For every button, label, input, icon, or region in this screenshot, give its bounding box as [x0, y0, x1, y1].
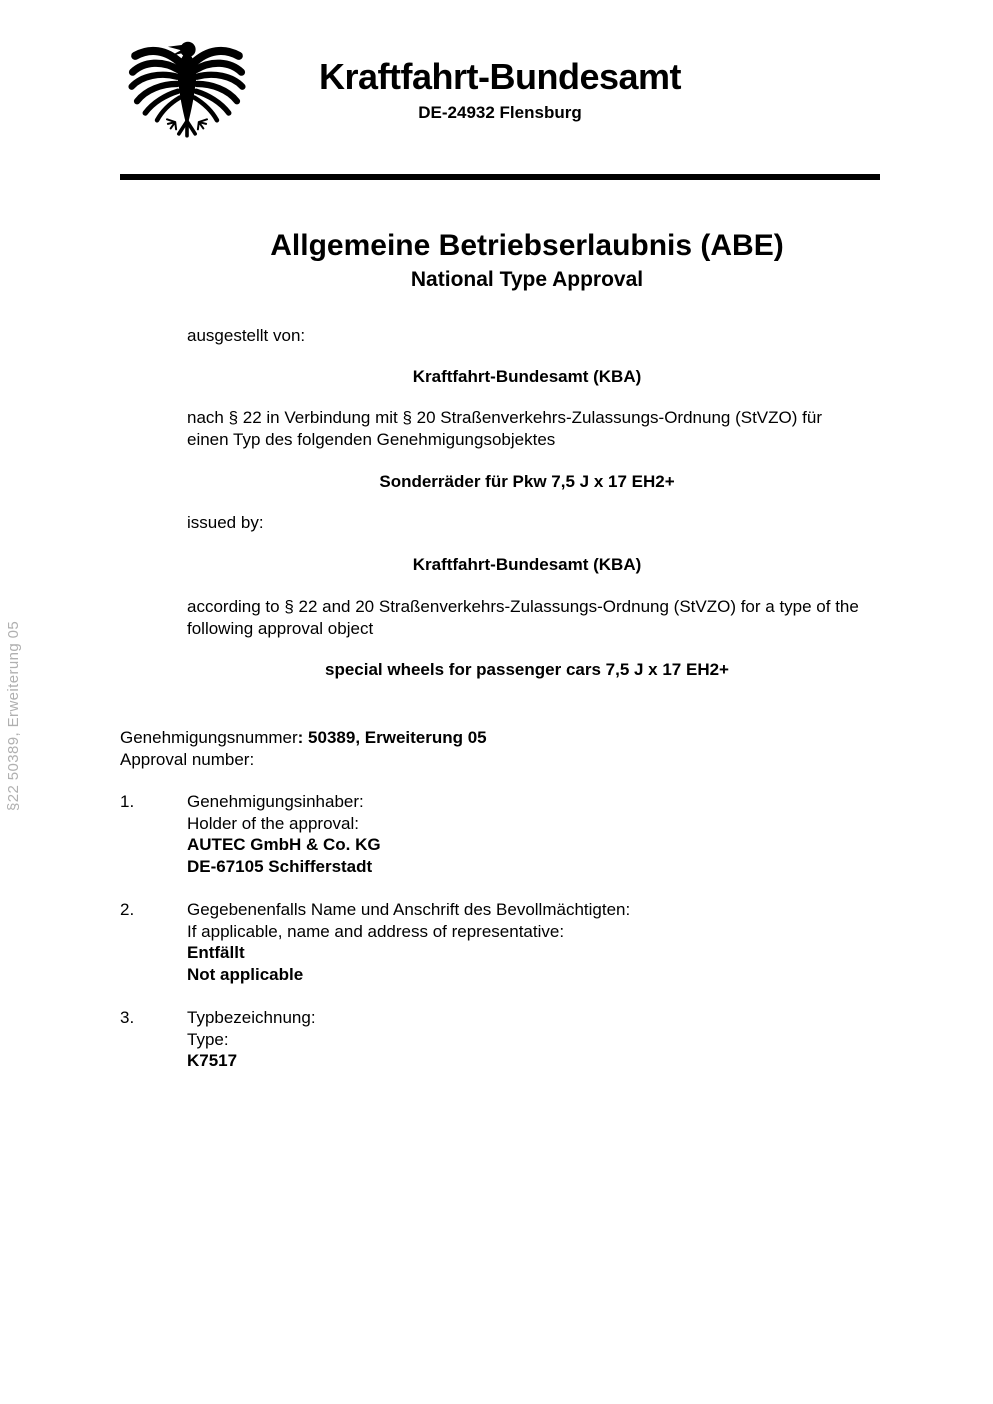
item-body: [187, 1007, 867, 1072]
list-item-type: [120, 1007, 867, 1072]
item-label-de: Gegebenenfalls Name und Anschrift des Bevollmächtigten:: [187, 900, 631, 919]
issuer-en: Kraftfahrt-Bundesamt (KBA): [412, 555, 642, 574]
item-value: DE-67105 Schifferstadt: [187, 857, 373, 877]
approval-number-label-en: Approval number:: [120, 749, 255, 769]
document-title-en: National Type Approval: [410, 268, 644, 291]
approval-object-en: special wheels for passenger cars 7,5 J x 17 EH2+: [325, 660, 729, 679]
item-label-en: If applicable, name and address of representative:: [187, 921, 565, 941]
agency-name: Kraftfahrt-Bundesamt: [318, 56, 682, 97]
item-value: AUTEC GmbH & Co. KG: [187, 835, 381, 855]
item-value: K7517: [187, 1051, 238, 1071]
header-divider: [120, 174, 880, 180]
agency-address: DE-24932 Flensburg: [418, 103, 582, 122]
approval-object-de: Sonderräder für Pkw 7,5 J x 17 EH2+: [379, 472, 675, 491]
item-body: [187, 791, 867, 878]
eagle-tail: [179, 121, 195, 136]
item-label-en: Holder of the approval:: [187, 813, 359, 833]
document-title: [187, 229, 867, 292]
legal-basis-de: nach § 22 in Verbindung mit § 20 Straßenverkehrs-Zulassungs-Ordnung (StVZO) für einen Typ des folgenden Genehmigungsobjektes: [187, 408, 822, 449]
item-value: Entfällt: [187, 943, 245, 963]
item-number: 1.: [120, 792, 135, 811]
eagle-beak: [168, 45, 183, 50]
issued-by-label-de: ausgestellt von:: [187, 326, 306, 345]
letterhead: [120, 56, 880, 123]
item-value: Not applicable: [187, 965, 304, 985]
issued-by-label-en: issued by:: [187, 513, 264, 532]
item-label-en: Type:: [187, 1029, 229, 1049]
item-label-de: Genehmigungsinhaber:: [187, 792, 364, 811]
document-title-de: Allgemeine Betriebserlaubnis (ABE): [270, 229, 784, 262]
approval-number-block: [120, 727, 867, 770]
item-body: [187, 899, 867, 986]
issuer-de: Kraftfahrt-Bundesamt (KBA): [412, 367, 642, 386]
eagle-head: [180, 42, 195, 57]
item-number: 2.: [120, 900, 135, 919]
list-item-representative: [120, 899, 867, 986]
item-number: 3.: [120, 1008, 135, 1027]
list-item-holder: [120, 791, 867, 878]
margin-reference-note: §22 50389, Erweiterung 05: [5, 620, 22, 811]
approval-number-value: : 50389, Erweiterung 05: [297, 728, 487, 747]
approval-number-line: [120, 727, 867, 749]
item-label-de: Typbezeichnung:: [187, 1008, 316, 1027]
approval-number-label-de: Genehmigungsnummer: [120, 728, 298, 747]
legal-basis-en: according to § 22 and 20 Straßenverkehrs-Zulassungs-Ordnung (StVZO) for a type of the following approval object: [187, 597, 859, 638]
